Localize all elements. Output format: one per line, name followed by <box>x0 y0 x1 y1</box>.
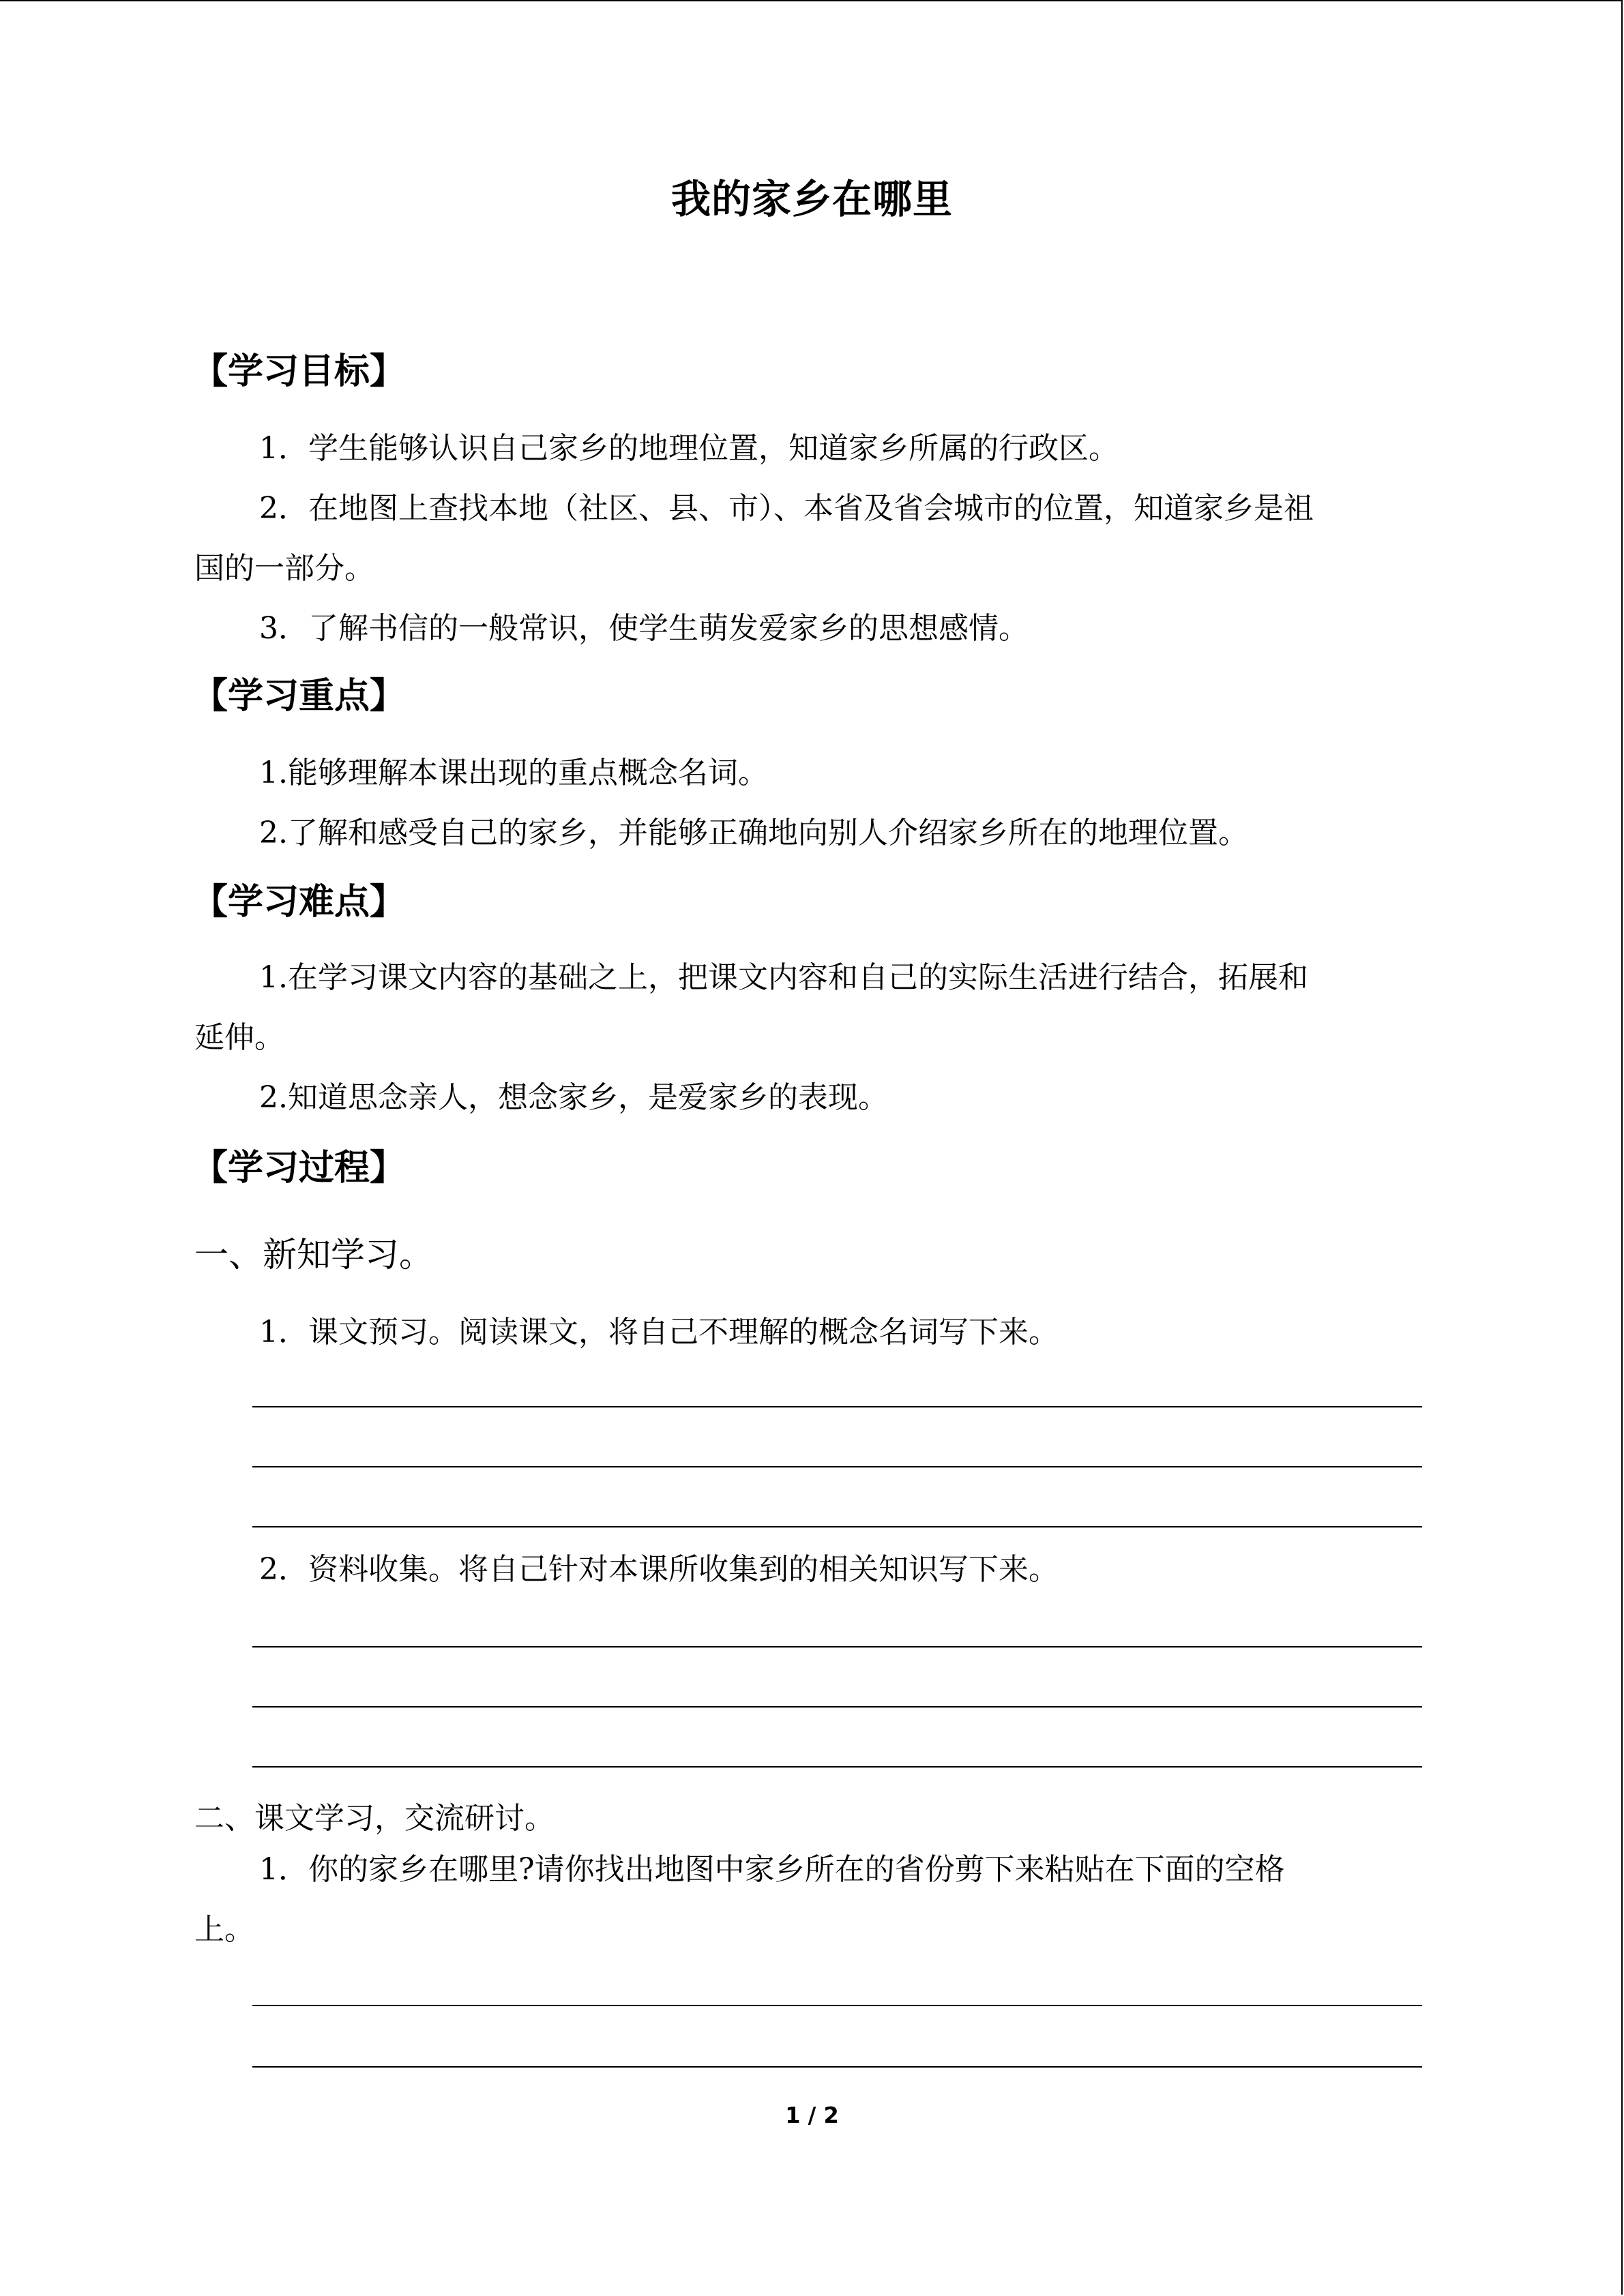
part2-question-1-cont: 上。 <box>194 1912 254 1947</box>
key-points-heading: 【学习重点】 <box>192 676 406 717</box>
goal-item-2: 2．在地图上查找本地（社区、县、市）、本省及省会城市的位置，知道家乡是祖 <box>259 491 1314 526</box>
answer-line[interactable] <box>252 1706 1422 1708</box>
goal-item-3: 3．了解书信的一般常识，使学生萌发爱家乡的思想感情。 <box>259 611 1029 646</box>
answer-line[interactable] <box>252 1766 1422 1768</box>
answer-line[interactable] <box>252 2005 1422 2006</box>
answer-line[interactable] <box>252 2066 1422 2068</box>
part1-question-2: 2．资料收集。将自己针对本课所收集到的相关知识写下来。 <box>259 1552 1059 1587</box>
answer-line[interactable] <box>252 1526 1422 1527</box>
part1-title: 一、新知学习。 <box>194 1235 433 1274</box>
answer-line[interactable] <box>252 1466 1422 1467</box>
goal-item-2-cont: 国的一部分。 <box>194 551 374 586</box>
part1-question-1: 1．课文预习。阅读课文，将自己不理解的概念名词写下来。 <box>259 1315 1059 1350</box>
page-title: 我的家乡在哪里 <box>670 176 953 222</box>
answer-line[interactable] <box>252 1646 1422 1648</box>
key-point-item-1: 1.能够理解本课出现的重点概念名词。 <box>259 756 768 790</box>
key-point-item-2: 2.了解和感受自己的家乡，并能够正确地向别人介绍家乡所在的地理位置。 <box>259 816 1248 850</box>
process-heading: 【学习过程】 <box>192 1148 406 1189</box>
answer-line[interactable] <box>252 1406 1422 1407</box>
difficulty-item-2: 2.知道思念亲人，想念家乡，是爱家乡的表现。 <box>259 1080 888 1115</box>
goal-item-1: 1．学生能够认识自己家乡的地理位置，知道家乡所属的行政区。 <box>259 431 1119 466</box>
part2-question-1: 1．你的家乡在哪里?请你找出地图中家乡所在的省份剪下来粘贴在下面的空格 <box>259 1852 1285 1887</box>
difficulties-heading: 【学习难点】 <box>192 882 406 923</box>
difficulty-item-1-cont: 延伸。 <box>194 1020 284 1055</box>
goals-heading: 【学习目标】 <box>192 351 406 392</box>
difficulty-item-1: 1.在学习课文内容的基础之上，把课文内容和自己的实际生活进行结合，拓展和 <box>259 960 1308 995</box>
part2-title: 二、课文学习，交流研讨。 <box>194 1801 555 1836</box>
page-number: 1 / 2 <box>785 2102 839 2128</box>
